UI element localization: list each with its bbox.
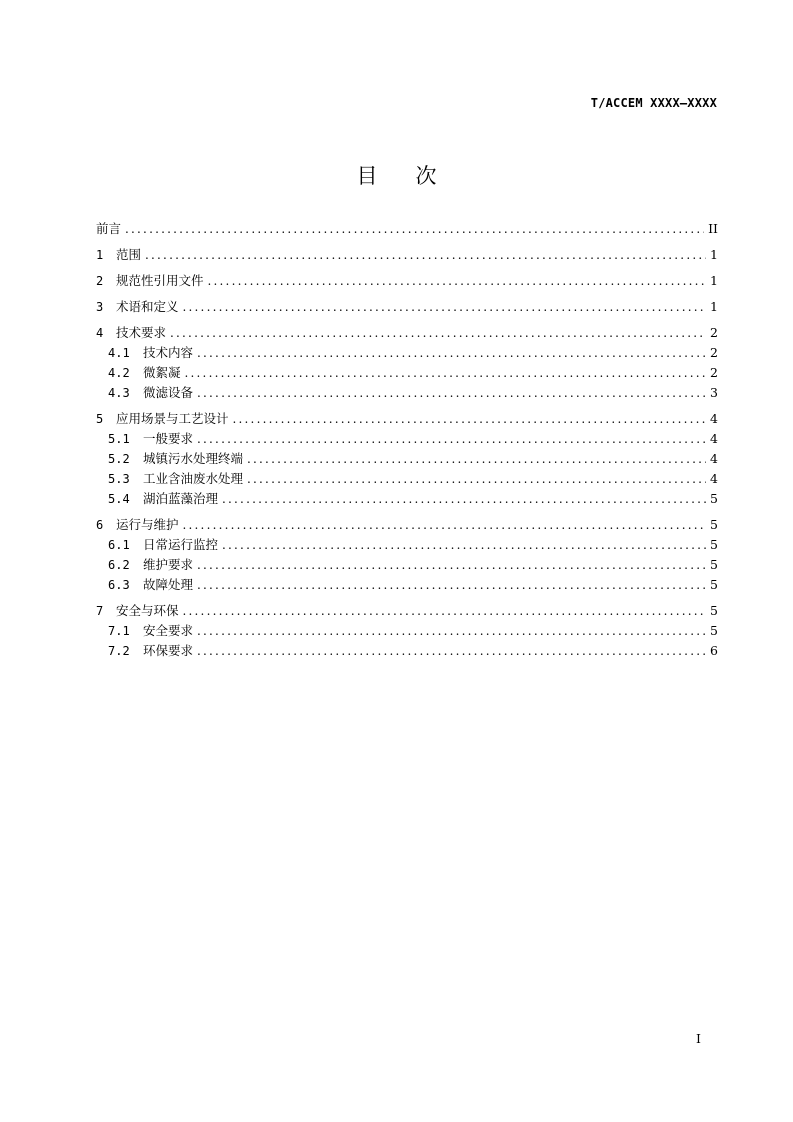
toc-leader-dots — [197, 343, 706, 363]
toc-entry[interactable] — [96, 469, 718, 489]
toc-entry-page: 5 — [710, 537, 718, 552]
toc-entry[interactable] — [96, 219, 718, 239]
toc-entry-number: 7.1 — [108, 624, 130, 638]
toc-entry-number: 6.1 — [108, 538, 130, 552]
toc-entry-page: 2 — [710, 345, 718, 360]
toc-entry[interactable] — [96, 271, 718, 291]
toc-leader-dots — [247, 449, 706, 469]
toc-entry-label: 术语和定义 — [116, 299, 179, 314]
toc-leader-dots — [197, 621, 706, 641]
toc-entry-number: 7 — [96, 604, 104, 618]
toc-entry-label: 前言 — [96, 221, 122, 236]
toc-entry-page: 6 — [710, 643, 718, 658]
toc-entry-label: 故障处理 — [143, 577, 194, 592]
toc-leader-dots — [233, 409, 706, 429]
toc-entry-page: 5 — [710, 557, 718, 572]
page-number: I — [696, 1031, 701, 1046]
toc-entry-page: 1 — [710, 247, 718, 262]
toc-entry-page: 3 — [710, 385, 718, 400]
toc-entry-label: 城镇污水处理终端 — [143, 451, 244, 466]
toc-entry[interactable] — [96, 555, 718, 575]
toc-entry-page: 5 — [710, 603, 718, 618]
toc-leader-dots — [197, 555, 706, 575]
toc-entry-page: 2 — [710, 365, 718, 380]
toc-entry-number: 4.3 — [108, 386, 130, 400]
toc-entry-number: 3 — [96, 300, 104, 314]
toc-entry-number: 4.1 — [108, 346, 130, 360]
toc-entry-page: 4 — [710, 471, 718, 486]
toc-entry-number: 6 — [96, 518, 104, 532]
toc-entry[interactable] — [96, 429, 718, 449]
toc-entry-number: 4 — [96, 326, 104, 340]
toc-entry-number: 6.2 — [108, 558, 130, 572]
toc-entry-number: 7.2 — [108, 644, 130, 658]
toc-entry-label: 日常运行监控 — [143, 537, 219, 552]
toc-entry-label: 一般要求 — [143, 431, 194, 446]
toc-entry-label: 安全与环保 — [116, 603, 179, 618]
toc-entry-label: 工业含油废水处理 — [143, 471, 244, 486]
toc-leader-dots — [197, 383, 706, 403]
toc-entry-page: 2 — [710, 325, 718, 340]
toc-entry-page: 4 — [710, 451, 718, 466]
toc-entry-label: 规范性引用文件 — [116, 273, 204, 288]
toc-entry-label: 应用场景与工艺设计 — [116, 411, 229, 426]
toc-entry[interactable] — [96, 489, 718, 509]
toc-entry[interactable] — [96, 297, 718, 317]
page-title: 目次 — [356, 164, 475, 188]
toc-entry-number: 2 — [96, 274, 104, 288]
toc-entry-label: 技术内容 — [143, 345, 194, 360]
toc-leader-dots — [197, 429, 706, 449]
toc-entry-label: 环保要求 — [143, 643, 194, 658]
toc-entry-label: 运行与维护 — [116, 517, 179, 532]
toc-entry-label: 湖泊蓝藻治理 — [143, 491, 219, 506]
toc-entry-number: 5.1 — [108, 432, 130, 446]
toc-entry[interactable] — [96, 383, 718, 403]
toc-entry[interactable] — [96, 535, 718, 555]
toc-entry-label: 微絮凝 — [143, 365, 181, 380]
toc-entry-label: 范围 — [116, 247, 142, 262]
toc-entry[interactable] — [96, 343, 718, 363]
toc-entry-page: 1 — [710, 273, 718, 288]
toc-leader-dots — [247, 469, 706, 489]
toc-leader-dots — [197, 641, 706, 661]
toc-leader-dots — [125, 219, 704, 239]
toc-leader-dots — [222, 489, 706, 509]
toc-entry-label: 维护要求 — [143, 557, 194, 572]
toc-entry-label: 安全要求 — [143, 623, 194, 638]
toc-entry[interactable] — [96, 363, 718, 383]
toc-entry-page: 1 — [710, 299, 718, 314]
toc-leader-dots — [197, 575, 706, 595]
toc-entry-page: 4 — [710, 431, 718, 446]
toc-leader-dots — [222, 535, 706, 555]
table-of-contents — [96, 219, 718, 661]
toc-entry[interactable] — [96, 409, 718, 429]
toc-leader-dots — [170, 323, 706, 343]
toc-entry[interactable] — [96, 449, 718, 469]
toc-entry-page: 5 — [710, 517, 718, 532]
toc-entry[interactable] — [96, 575, 718, 595]
toc-leader-dots — [183, 297, 706, 317]
toc-entry-page: 5 — [710, 577, 718, 592]
toc-leader-dots — [183, 515, 706, 535]
toc-entry[interactable] — [96, 601, 718, 621]
toc-entry[interactable] — [96, 245, 718, 265]
toc-entry[interactable] — [96, 515, 718, 535]
toc-entry[interactable] — [96, 641, 718, 661]
toc-entry-number: 5.4 — [108, 492, 130, 506]
toc-entry-page: II — [708, 221, 718, 236]
toc-entry[interactable] — [96, 323, 718, 343]
document-code: T/ACCEM XXXX—XXXX — [590, 96, 717, 110]
toc-leader-dots — [208, 271, 706, 291]
toc-entry-number: 5.2 — [108, 452, 130, 466]
toc-entry-page: 4 — [710, 411, 718, 426]
toc-leader-dots — [185, 363, 706, 383]
toc-entry-number: 5.3 — [108, 472, 130, 486]
toc-entry-page: 5 — [710, 623, 718, 638]
toc-leader-dots — [183, 601, 706, 621]
toc-entry-label: 技术要求 — [116, 325, 167, 340]
toc-entry-number: 6.3 — [108, 578, 130, 592]
toc-entry-number: 1 — [96, 248, 104, 262]
toc-leader-dots — [145, 245, 706, 265]
toc-entry-page: 5 — [710, 491, 718, 506]
toc-entry[interactable] — [96, 621, 718, 641]
toc-entry-label: 微滤设备 — [143, 385, 194, 400]
toc-entry-number: 4.2 — [108, 366, 130, 380]
toc-entry-number: 5 — [96, 412, 104, 426]
